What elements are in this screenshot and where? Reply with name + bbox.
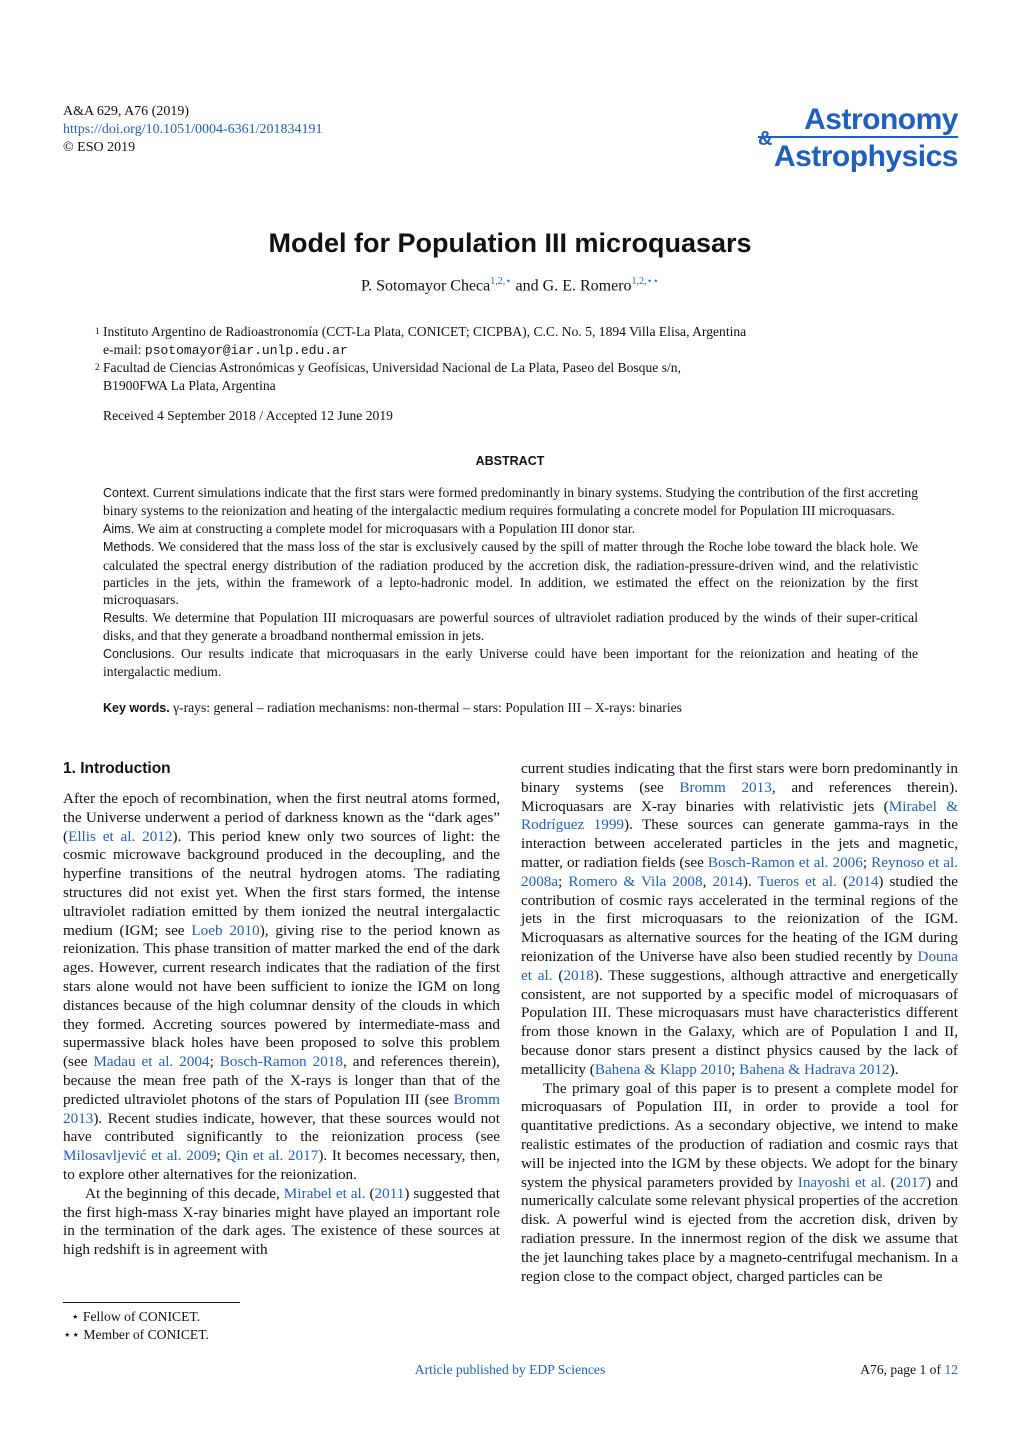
- text: (: [836, 872, 849, 890]
- page-total-link[interactable]: 12: [944, 1362, 958, 1377]
- page-prefix: A76, page 1 of: [860, 1362, 945, 1377]
- footnote-2: Member of CONICET.: [80, 1327, 209, 1342]
- citation-link[interactable]: 2011: [374, 1184, 405, 1202]
- conclusions-label: Conclusions.: [103, 646, 175, 661]
- context-text: Current simulations indicate that the first stars were formed predominantly in binary systems. Studying the contribution of the first accreting binary systems to the reionization and heating of the intergalactic medium requires formulating a concrete model for Population III microquasars.: [103, 485, 918, 519]
- text: ). These sources can generate gamma-rays in the interaction between accelerated particles in the jets and magnetic, matter, or radiation fields (see: [521, 816, 959, 871]
- paragraph: [63, 1185, 500, 1260]
- email-label: e-mail:: [103, 341, 145, 357]
- author-2: G. E. Romero: [542, 277, 632, 295]
- citation-link[interactable]: Tueros et al.: [757, 872, 837, 890]
- author-1-affil[interactable]: 1,2,⋆: [490, 276, 512, 287]
- context-label: Context.: [103, 486, 150, 500]
- aff-num-1: 1: [95, 326, 100, 336]
- methods-text: We considered that the mass loss of the star is exclusively caused by the spill of matter through the Roche lobe toward the black hole. We calculated the spectral energy distribution of the radiation produced by the accretion disk, the radiation-pressure-driven wind, and the relativistic particles in the jets, within the framework of a lepto-hadronic model. In addition, we estimated the effect on the reionization by the first microquasars.: [103, 539, 918, 608]
- citation-link[interactable]: Bosch-Ramon et al. 2006: [707, 853, 863, 871]
- paragraph: [521, 1080, 958, 1287]
- author-1: P. Sotomayor Checa: [360, 277, 491, 295]
- abstract-heading: ABSTRACT: [475, 454, 545, 468]
- text: At the beginning of this decade,: [85, 1184, 284, 1202]
- footnotes: [63, 1308, 209, 1344]
- keywords: [103, 700, 682, 716]
- text: (: [552, 966, 564, 984]
- conclusions-text: Our results indicate that microquasars in the early Universe could have been important for the reionization and heating of the intergalactic medium.: [103, 645, 918, 680]
- publisher-footer[interactable]: Article published by EDP Sciences: [414, 1362, 606, 1377]
- footnote-mark-2: ⋆⋆: [63, 1327, 81, 1342]
- results-label: Results.: [103, 610, 149, 625]
- text: , and references therein), because the mean free path of the X-rays is longer than that of the predicted ultraviolet photons of the stars of Population III (see: [63, 1053, 500, 1108]
- text: (: [885, 1173, 896, 1191]
- footnote-mark-1: ⋆: [71, 1309, 80, 1324]
- logo-line1: Astronomy: [758, 104, 958, 138]
- affiliation-2: Facultad de Ciencias Astronómicas y Geofísicas, Universidad Nacional de La Plata, Paseo del Bosque s/n,: [103, 360, 681, 375]
- citation-link[interactable]: 2018: [563, 966, 594, 984]
- text: ;: [862, 853, 872, 871]
- authors-and: and: [511, 277, 543, 295]
- authors: [0, 276, 1020, 295]
- citation-link[interactable]: Bahena & Klapp 2010: [594, 1060, 732, 1078]
- left-column: [63, 790, 500, 1260]
- methods-label: Methods.: [103, 540, 155, 555]
- citation-link[interactable]: Loeb 2010: [191, 921, 260, 939]
- citation-link[interactable]: Bromm 2013: [63, 1090, 500, 1127]
- section-heading: 1. Introduction: [63, 760, 171, 777]
- aims-label: Aims.: [103, 521, 135, 536]
- text: After the epoch of recombination, when the first neutral atoms formed, the Universe underwent a period of darkness known as the “dark ages” (: [63, 790, 500, 845]
- text: , and references therein). Microquasars are X-ray binaries with relativistic jets (: [521, 778, 958, 815]
- text: ). Recent studies indicate, however, that these sources would not have contributed significantly to the reionization process (see: [63, 1109, 500, 1146]
- citation-link[interactable]: Mirabel & Rodríguez 1999: [521, 797, 959, 834]
- email-address[interactable]: psotomayor@iar.unlp.edu.ar: [144, 342, 348, 358]
- text: ), giving rise to the period known as reionization. This phase transition of matter marked the end of the dark ages. However, current research indicates that the radiation of the first stars alone would not have been sufficient to ionize the IGM on long distances because of the high columnar density of the clouds in which they formed. Accreting sources powered by intermediate-mass and supermassive black holes have been proposed to solve this problem (see: [63, 921, 500, 1071]
- citation-link[interactable]: Douna et al.: [521, 947, 958, 984]
- affiliation-2-cont: B1900FWA La Plata, Argentina: [103, 377, 276, 393]
- text: (: [365, 1184, 375, 1202]
- keywords-text: γ-rays: general – radiation mechanisms: non-thermal – stars: Population III – X-rays: binaries: [169, 700, 682, 715]
- logo-line2: Astrophysics: [773, 140, 958, 173]
- text: ).: [742, 872, 758, 890]
- citation-link[interactable]: Bosch-Ramon 2018: [219, 1053, 343, 1071]
- paragraph: [63, 790, 500, 1185]
- citation-link[interactable]: Reynoso et al. 2008a: [521, 853, 958, 890]
- footnote-1: Fellow of CONICET.: [79, 1309, 201, 1324]
- text: ,: [702, 872, 713, 890]
- footnote-rule: [63, 1302, 240, 1303]
- page-number: [860, 1362, 958, 1378]
- citation-link[interactable]: 2017: [895, 1173, 927, 1191]
- journal-logo: [758, 104, 958, 174]
- citation-link[interactable]: Qin et al. 2017: [225, 1147, 319, 1165]
- text: ) and numerically calculate some relevant physical properties of the accretion disk. A powerful wind is ejected from the accretion disk, driven by radiation pressure. In the innermost region of the disk we assume that the jet launching takes place by a magneto-centrifugal mechanism. In a region close to the compact object, charged particles can be: [521, 1173, 958, 1285]
- text: ;: [216, 1147, 226, 1165]
- citation-link[interactable]: Mirabel et al.: [283, 1184, 366, 1202]
- text: ). These suggestions, although attractive and energetically consistent, are not supported by a specific model of microquasars of Population III. These microquasars must have characteristics different from those known in the Galaxy, which are of Population I and II, because donor stars present a distinct physics caused by the lack of metallicity (: [521, 966, 958, 1078]
- text: ). It becomes necessary, then, to explore other alternatives for the reionization.: [63, 1147, 500, 1183]
- paragraph: [521, 760, 958, 1080]
- abstract: [103, 484, 918, 680]
- doi-link[interactable]: https://doi.org/10.1051/0004-6361/201834191: [63, 122, 323, 137]
- right-column: [521, 760, 958, 1286]
- text: ;: [209, 1053, 220, 1071]
- citation-link[interactable]: Bromm 2013: [679, 778, 772, 796]
- affiliation-1: Instituto Argentino de Radioastronomía (CCT-La Plata, CONICET; CICPBA), C.C. No. 5, 1894 Villa Elisa, Argentina: [103, 324, 747, 339]
- text: ) studied the contribution of cosmic rays accelerated in the terminal regions of the jets in the first microquasars to the reionization of the IGM. Microquasars as alternative sources for the heating of the IGM during reionization of the Universe have also been studied recently by: [521, 872, 958, 965]
- citation-link[interactable]: Milosavljević et al. 2009: [63, 1147, 217, 1165]
- citation-link[interactable]: 2014: [712, 872, 743, 890]
- text: ;: [731, 1060, 740, 1078]
- citation-link[interactable]: 2014: [848, 872, 879, 890]
- text: ). This period knew only two sources of light: the cosmic microwave background produced in the decoupling, and the hyperfine transitions of the neutral hydrogen atoms. The radiating structures did not exist yet. When the first stars formed, the intense ultraviolet radiation emitted by them ionized the neutral intergalactic medium (IGM; see: [63, 827, 500, 939]
- text: ) suggested that the first high-mass X-ray binaries might have played an important role in the termination of the dark ages. The existence of these sources at high redshift is in agreement with: [63, 1184, 501, 1259]
- journal-ref: A&A 629, A76 (2019): [63, 104, 189, 119]
- author-2-affil[interactable]: 1,2,⋆⋆: [631, 276, 660, 287]
- paper-title: Model for Population III microquasars: [268, 228, 752, 258]
- aims-text: We aim at constructing a complete model for microquasars with a Population III donor star.: [134, 520, 635, 536]
- citation-link[interactable]: Bahena & Hadrava 2012: [739, 1060, 890, 1078]
- citation-link[interactable]: Inayoshi et al.: [797, 1173, 886, 1191]
- copyright: © ESO 2019: [63, 140, 136, 155]
- text: ;: [558, 872, 569, 890]
- results-text: We determine that Population III microquasars are powerful sources of ultraviolet radiation produced by the winds of their super-critical disks, and that they generate a broadband nonthermal emission in jets.: [103, 609, 918, 644]
- citation-link[interactable]: Ellis et al. 2012: [68, 827, 173, 845]
- citation-link[interactable]: Romero & Vila 2008: [568, 872, 703, 890]
- aff-num-2: 2: [95, 362, 100, 372]
- citation-link[interactable]: Madau et al. 2004: [93, 1053, 210, 1071]
- text: The primary goal of this paper is to present a complete model for microquasars of Population III, in order to provide a tool for quantitative predictions. As a secondary objective, we intend to make realistic estimates of the production of radiation and cosmic rays that will be injected into the IGM by these objects. We adopt for the binary system the physical parameters provided by: [521, 1079, 958, 1191]
- keywords-label: Key words.: [103, 701, 170, 715]
- journal-header: [63, 103, 323, 157]
- text: ).: [889, 1060, 899, 1078]
- logo-amp: &: [758, 128, 773, 150]
- affiliations: [95, 323, 923, 394]
- text: current studies indicating that the first stars were born predominantly in binary systems (see: [521, 760, 958, 796]
- received-dates: Received 4 September 2018 / Accepted 12 June 2019: [103, 408, 393, 423]
